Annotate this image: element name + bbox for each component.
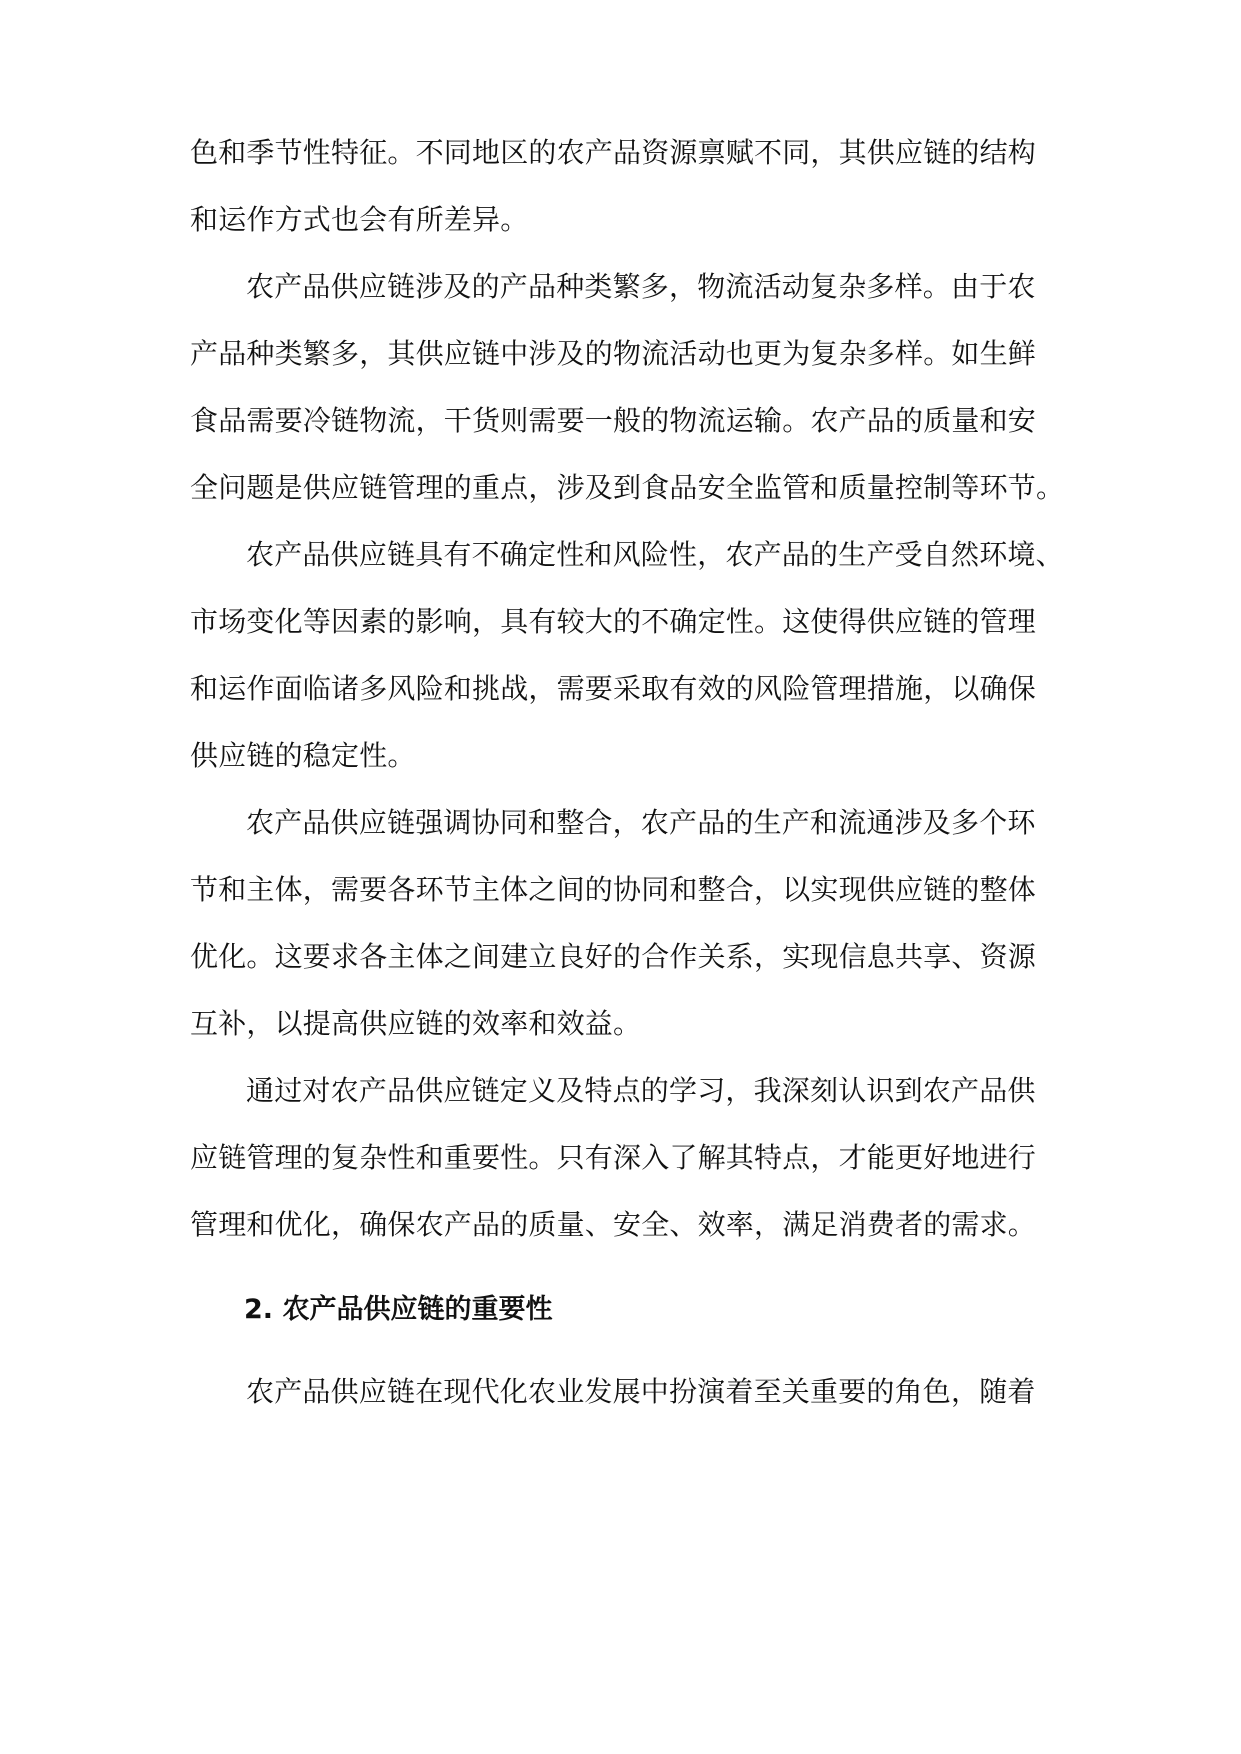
paragraph-6-line-1: 农产品供应链在现代化农业发展中扮演着至关重要的角色，随着	[246, 1375, 1036, 1408]
paragraph-3-line-1: 农产品供应链具有不确定性和风险性，农产品的生产受自然环境、	[246, 538, 1064, 571]
paragraph-1-line-2: 和运作方式也会有所差异。	[190, 203, 529, 236]
paragraph-5-line-2: 应链管理的复杂性和重要性。只有深入了解其特点，才能更好地进行	[190, 1141, 1037, 1174]
paragraph-2-line-2: 产品种类繁多，其供应链中涉及的物流活动也更为复杂多样。如生鲜	[190, 337, 1037, 370]
paragraph-3-line-3: 和运作面临诸多风险和挑战，需要采取有效的风险管理措施，以确保	[190, 672, 1037, 705]
paragraph-4-line-1: 农产品供应链强调协同和整合，农产品的生产和流通涉及多个环	[246, 806, 1036, 839]
paragraph-3-line-2: 市场变化等因素的影响，具有较大的不确定性。这使得供应链的管理	[190, 605, 1037, 638]
paragraph-2-line-1: 农产品供应链涉及的产品种类繁多，物流活动复杂多样。由于农	[246, 270, 1036, 303]
paragraph-5-line-3: 管理和优化，确保农产品的质量、安全、效率，满足消费者的需求。	[190, 1208, 1037, 1241]
paragraph-4-line-2: 节和主体，需要各环节主体之间的协同和整合，以实现供应链的整体	[190, 873, 1037, 906]
paragraph-4-line-4: 互补，以提高供应链的效率和效益。	[190, 1007, 642, 1040]
paragraph-2-line-3: 食品需要冷链物流，干货则需要一般的物流运输。农产品的质量和安	[190, 404, 1037, 437]
paragraph-5-line-1: 通过对农产品供应链定义及特点的学习，我深刻认识到农产品供	[246, 1074, 1036, 1107]
paragraph-1-line-1: 色和季节性特征。不同地区的农产品资源禀赋不同，其供应链的结构	[190, 136, 1037, 169]
paragraph-3-line-4: 供应链的稳定性。	[190, 739, 416, 772]
paragraph-4-line-3: 优化。这要求各主体之间建立良好的合作关系，实现信息共享、资源	[190, 940, 1037, 973]
paragraph-2-line-4: 全问题是供应链管理的重点，涉及到食品安全监管和质量控制等环节。	[190, 471, 1065, 504]
section-heading: 2. 农产品供应链的重要性	[244, 1294, 553, 1325]
